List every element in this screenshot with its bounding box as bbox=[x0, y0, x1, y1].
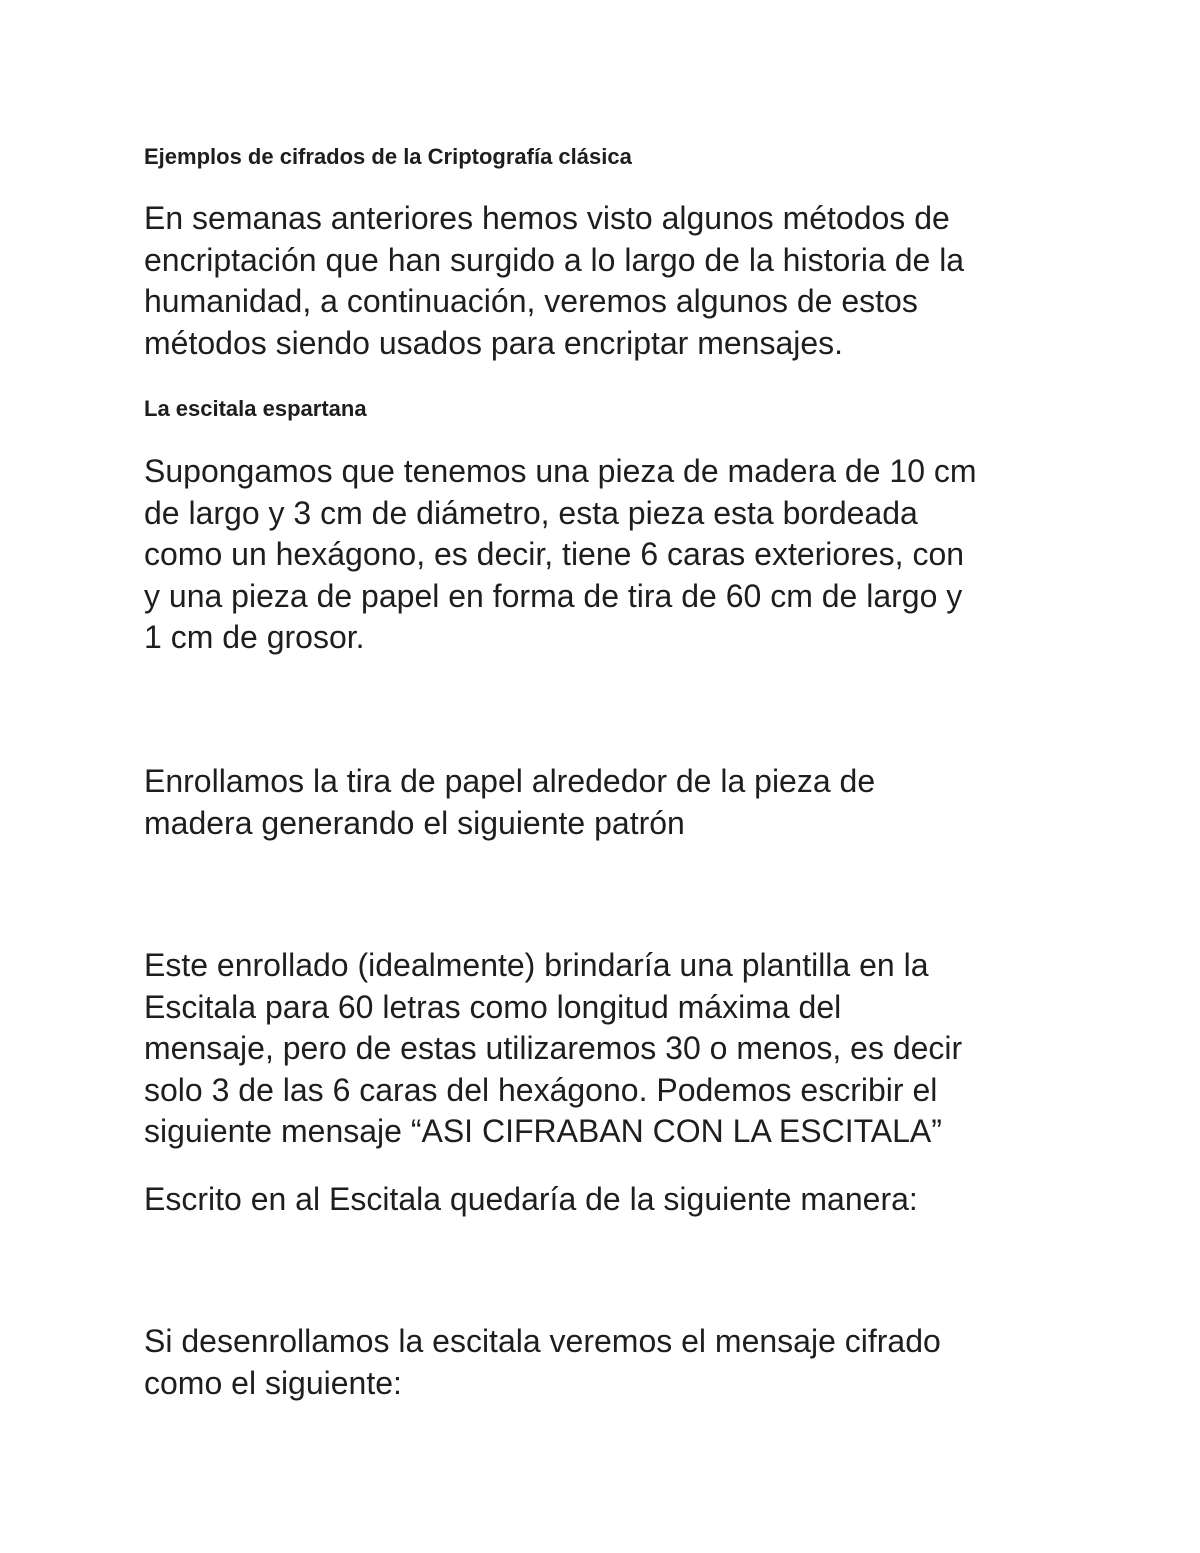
document-title: Ejemplos de cifrados de la Criptografía clásica bbox=[144, 144, 632, 169]
text-line: Enrollamos la tira de papel alrededor de la pieza de bbox=[144, 763, 876, 799]
text-line: como un hexágono, es decir, tiene 6 caras exteriores, con bbox=[144, 536, 965, 572]
text-line: como el siguiente: bbox=[144, 1364, 402, 1401]
text-line: 1 cm de grosor. bbox=[144, 619, 365, 655]
text-line: de largo y 3 cm de diámetro, esta pieza esta bordeada bbox=[144, 494, 918, 531]
text-line: encriptación que han surgido a lo largo de la historia de la bbox=[144, 241, 965, 278]
text-line: mensaje, pero de estas utilizaremos 30 o menos, es decir bbox=[144, 1030, 963, 1066]
paragraph-wood-piece bbox=[144, 451, 1064, 659]
section-heading: La escitala espartana bbox=[144, 396, 367, 421]
paragraph-roll-paper bbox=[144, 761, 1064, 844]
text-line: métodos siendo usados para encriptar mensajes. bbox=[144, 324, 844, 361]
text-line: Este enrollado (idealmente) brindaría una plantilla en la bbox=[144, 947, 929, 983]
text-line: y una pieza de papel en forma de tira de 60 cm de largo y bbox=[144, 577, 963, 614]
paragraph-written bbox=[144, 1179, 1064, 1221]
text-line: Escrito en al Escitala quedaría de la siguiente manera: bbox=[144, 1181, 918, 1217]
text-line: En semanas anteriores hemos visto algunos métodos de bbox=[144, 200, 950, 236]
text-line: Supongamos que tenemos una pieza de madera de 10 cm bbox=[144, 453, 977, 489]
text-line: Si desenrollamos la escitala veremos el mensaje cifrado bbox=[144, 1323, 941, 1359]
text-line: Escitala para 60 letras como longitud máxima del bbox=[144, 988, 842, 1025]
paragraph-unroll bbox=[144, 1321, 1064, 1404]
paragraph-template bbox=[144, 945, 1064, 1153]
text-line: solo 3 de las 6 caras del hexágono. Podemos escribir el bbox=[144, 1071, 938, 1108]
text-line: madera generando el siguiente patrón bbox=[144, 804, 685, 841]
text-line: siguiente mensaje “ASI CIFRABAN CON LA ESCITALA” bbox=[144, 1113, 942, 1149]
intro-paragraph bbox=[144, 198, 1064, 364]
text-line: humanidad, a continuación, veremos algunos de estos bbox=[144, 283, 918, 319]
